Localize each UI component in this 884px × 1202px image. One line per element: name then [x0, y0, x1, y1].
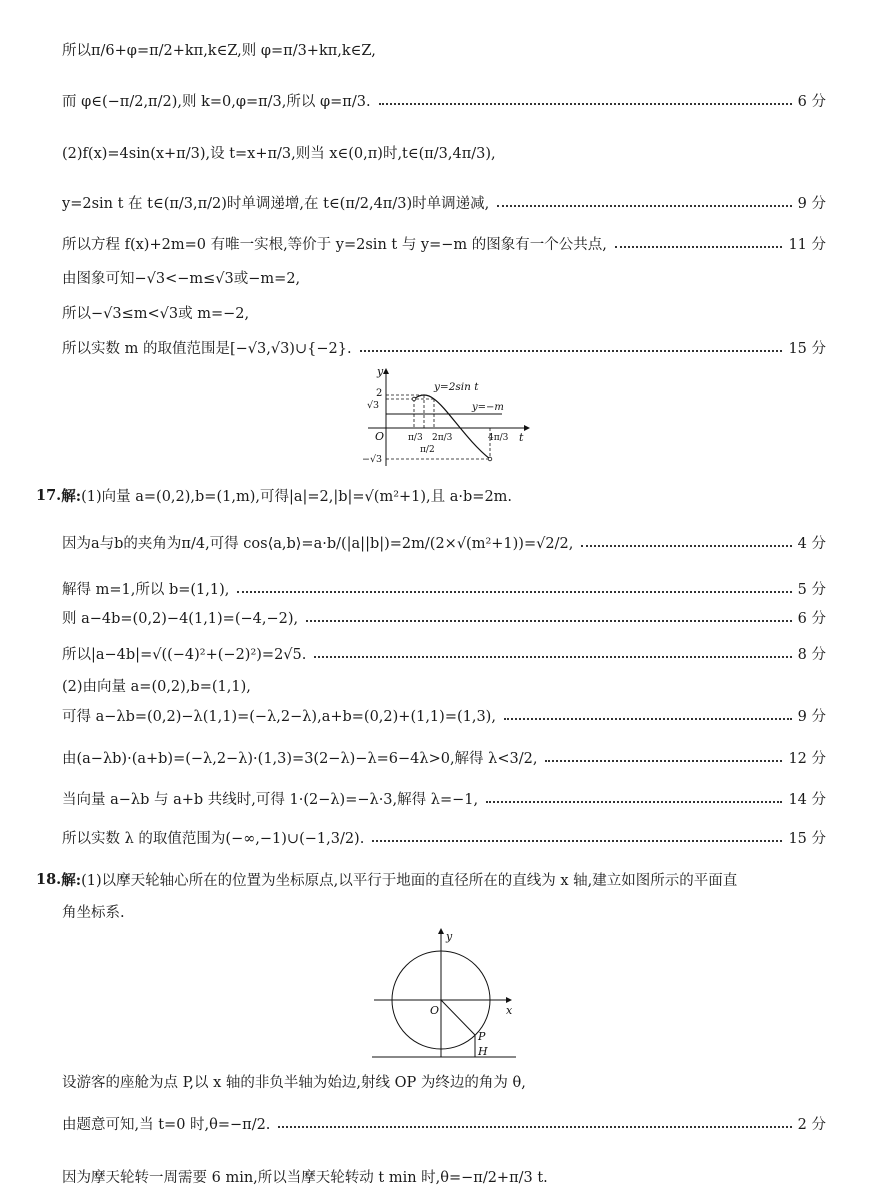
s17-text-10: 所以实数 λ 的取值范围为(−∞,−1)∪(−1,3/2). [62, 830, 365, 847]
s16-text-2: 而 φ∈(−π/2,π/2),则 k=0,φ=π/3,所以 φ=π/3. [62, 93, 371, 110]
score-15b: 15 分 [788, 830, 826, 847]
s18-text-1: (1)以摩天轮轴心所在的位置为坐标原点,以平行于地面的直径所在的直线为 x 轴,建立如图所示的平面直 [81, 872, 738, 889]
curve-end-point [488, 457, 492, 461]
s17-line-7 [62, 702, 826, 728]
curve-start-point [412, 397, 416, 401]
y-axis-arrow [383, 368, 389, 374]
score-6: 6 分 [797, 93, 826, 110]
s17-text-9: 当向量 a−λb 与 a+b 共线时,可得 1·(2−λ)=−λ·3,解得 λ=−1, [62, 791, 479, 808]
score-15: 15 分 [788, 340, 826, 357]
s16-text-7: 所以−√3≤m<√3或 m=−2, [62, 305, 250, 322]
s17-line-2 [62, 522, 826, 562]
s16-line-5 [62, 230, 826, 256]
s18-text-1b: 角坐标系. [62, 904, 125, 921]
s16-text-8: 所以实数 m 的取值范围是[−√3,√3)∪{−2}. [62, 340, 352, 357]
point-h-label: H [478, 1045, 488, 1058]
leader-dots [497, 205, 791, 207]
y-axis-arrow [438, 928, 444, 934]
leader-dots [486, 801, 782, 803]
score-9b: 9 分 [797, 708, 826, 725]
s17-line-9 [62, 785, 826, 811]
xtick-pi-2: π/2 [420, 445, 435, 455]
s16-line-6 [62, 264, 826, 290]
line-label: y=−m [472, 402, 504, 413]
score-4: 4 分 [797, 535, 826, 552]
s18-line-2 [62, 1068, 826, 1094]
s17-line-3 [62, 575, 826, 601]
s17-text-2: 因为a与b的夹角为π/4,可得 cos⟨a,b⟩=a·b/(|a||b|)=2m/(2×√(m²+1))=√2/2, [62, 535, 574, 552]
question-number-18: 18. [36, 870, 62, 888]
s17-line-10 [62, 818, 826, 856]
s17-line-6 [62, 672, 826, 698]
score-5: 5 分 [797, 581, 826, 598]
score-11: 11 分 [788, 236, 826, 253]
ytick-neg-sqrt3: −√3 [362, 454, 383, 465]
origin-label: O [375, 430, 385, 443]
s17-text-3: 解得 m=1,所以 b=(1,1), [62, 581, 230, 598]
leader-dots [314, 656, 791, 658]
s17-line-1 [36, 482, 826, 508]
ferris-wheel-diagram [370, 926, 520, 1062]
leader-dots [278, 1126, 791, 1128]
s16-line-2 [62, 82, 826, 118]
s18-text-3: 由题意可知,当 t=0 时,θ=−π/2. [62, 1116, 271, 1133]
ytick-2: 2 [376, 388, 383, 399]
score-6b: 6 分 [797, 610, 826, 627]
solution-heading: 解: [61, 871, 82, 889]
ytick-sqrt3: √3 [367, 400, 380, 411]
s18-line-3 [62, 1104, 826, 1142]
question-number-17: 17. [36, 486, 62, 504]
score-8: 8 分 [797, 646, 826, 663]
s16-text-5: 所以方程 f(x)+2m=0 有唯一实根,等价于 y=2sin t 与 y=−m 的图象有一个公共点, [62, 236, 607, 253]
point-p-label: P [478, 1030, 486, 1043]
x-axis-label: x [506, 1004, 513, 1017]
x-axis-arrow [506, 997, 512, 1003]
s16-text-4: y=2sin t 在 t∈(π/3,π/2)时单调递增,在 t∈(π/2,4π/3)时单调递减, [62, 195, 490, 212]
score-14: 14 分 [788, 791, 826, 808]
leader-dots [545, 760, 782, 762]
s16-line-3 [62, 134, 826, 170]
leader-dots [581, 545, 791, 547]
y-axis-label: y [377, 366, 384, 378]
sine-graph [362, 366, 532, 470]
s16-line-4 [62, 184, 826, 220]
s16-text-3: (2)f(x)=4sin(x+π/3),设 t=x+π/3,则当 x∈(0,π)时,t∈(π/3,4π/3), [62, 145, 496, 162]
s17-text-1: (1)向量 a=(0,2),b=(1,m),可得|a|=2,|b|=√(m²+1),且 a·b=2m. [81, 488, 513, 505]
s16-text-6: 由图象可知−√3<−m≤√3或−m=2, [62, 270, 301, 287]
s18-line-1b [62, 898, 826, 924]
leader-dots [360, 350, 783, 352]
origin-label: O [430, 1004, 440, 1017]
s17-text-6: (2)由向量 a=(0,2),b=(1,1), [62, 678, 251, 695]
s18-line-1 [36, 866, 826, 892]
s18-line-4 [62, 1158, 826, 1194]
leader-dots [615, 246, 783, 248]
s17-line-8 [62, 739, 826, 775]
leader-dots [504, 718, 792, 720]
leader-dots [237, 591, 791, 593]
leader-dots [306, 620, 792, 622]
leader-dots [379, 103, 792, 105]
curve-label: y=2sin t [434, 381, 479, 393]
s17-text-8: 由(a−λb)·(a+b)=(−λ,2−λ)·(1,3)=3(2−λ)−λ=6−4λ>0,解得 λ<3/2, [62, 750, 538, 767]
s16-line-1 [62, 32, 826, 66]
ray-op [441, 1000, 475, 1035]
xtick-pi-3: π/3 [408, 433, 423, 443]
leader-dots [372, 840, 782, 842]
s17-text-5: 所以|a−4b|=√((−4)²+(−2)²)=2√5. [62, 646, 307, 663]
score-2: 2 分 [797, 1116, 826, 1133]
s18-text-4: 因为摩天轮转一周需要 6 min,所以当摩天轮转动 t min 时,θ=−π/2+π/3 t. [62, 1169, 548, 1186]
solution-heading: 解: [61, 487, 82, 505]
s16-text-1: 所以π/6+φ=π/2+kπ,k∈Z,则 φ=π/3+kπ,k∈Z, [62, 42, 376, 59]
t-axis-label: t [519, 431, 524, 444]
s17-text-7: 可得 a−λb=(0,2)−λ(1,1)=(−λ,2−λ),a+b=(0,2)+(1,1)=(1,3), [62, 708, 496, 725]
s16-line-7 [62, 299, 826, 325]
xtick-2pi-3: 2π/3 [432, 433, 453, 443]
y-axis-label: y [446, 930, 453, 943]
t-axis-arrow [524, 425, 530, 431]
s17-line-4 [62, 604, 826, 630]
score-12: 12 分 [788, 750, 826, 767]
s17-text-4: 则 a−4b=(0,2)−4(1,1)=(−4,−2), [62, 610, 299, 627]
s17-line-5 [62, 640, 826, 666]
s18-text-2: 设游客的座舱为点 P,以 x 轴的非负半轴为始边,射线 OP 为终边的角为 θ, [62, 1074, 526, 1091]
xtick-4pi-3: 4π/3 [488, 433, 509, 443]
score-9: 9 分 [797, 195, 826, 212]
s16-line-8 [62, 334, 826, 360]
